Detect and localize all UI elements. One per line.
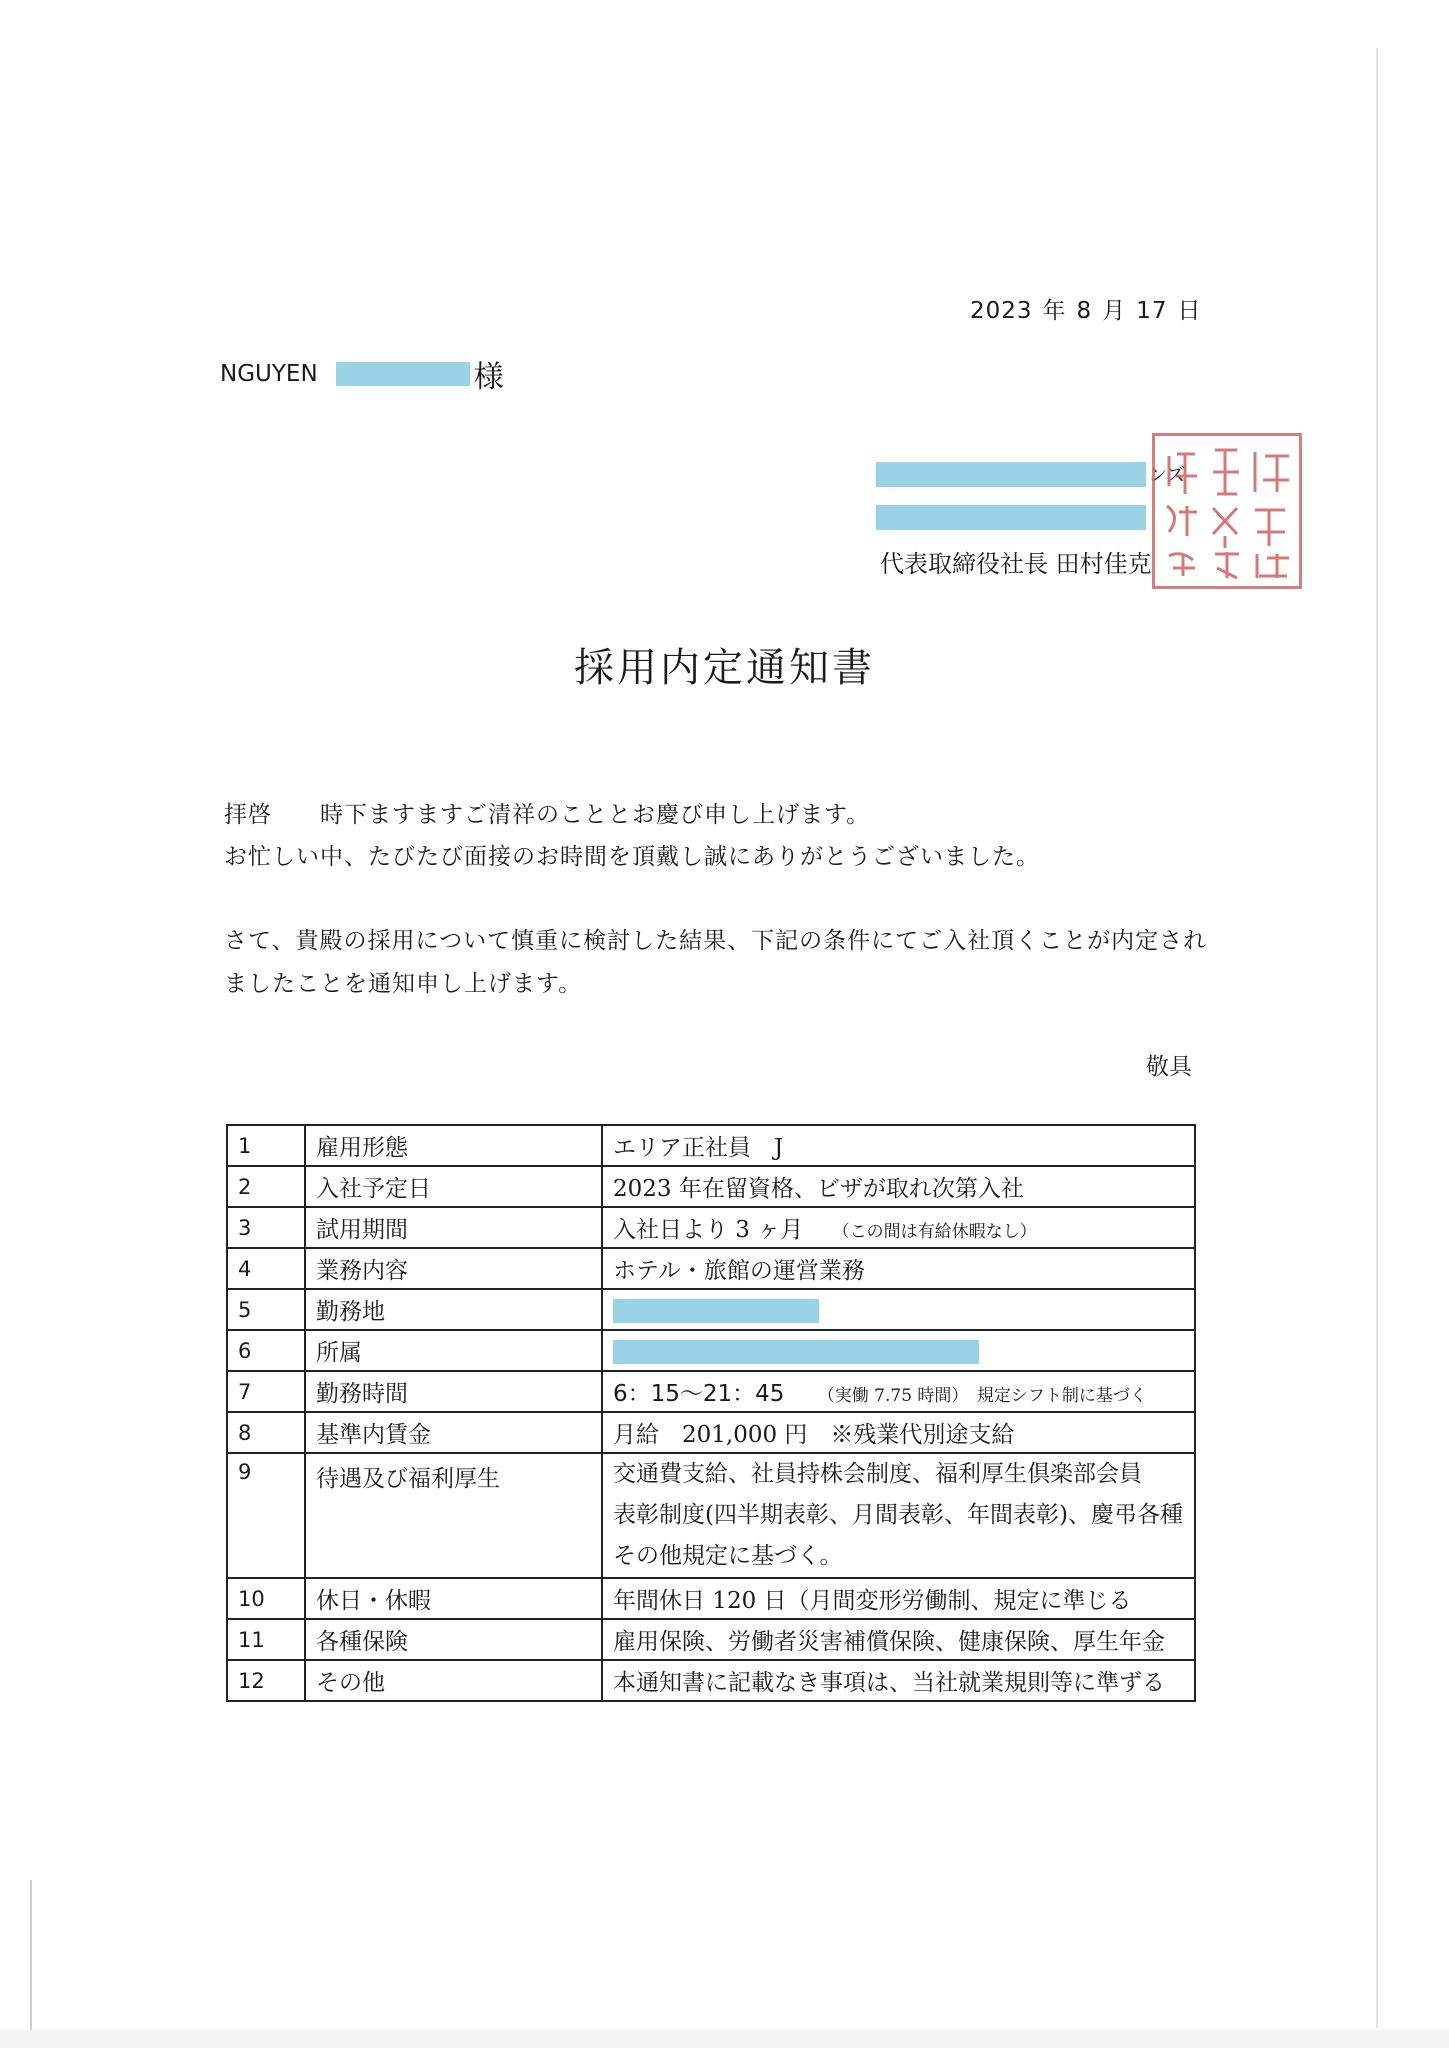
scan-edge-right	[1376, 48, 1378, 2028]
conditions-table	[226, 1124, 1196, 1702]
row-value: 6：15〜21：45	[613, 1381, 785, 1407]
row-item: 待遇及び福利厚生	[305, 1453, 602, 1578]
department-redaction	[613, 1340, 979, 1364]
row-number: 5	[227, 1289, 305, 1330]
table-row	[227, 1412, 1195, 1453]
row-item: 入社予定日	[305, 1166, 602, 1207]
row-number: 2	[227, 1166, 305, 1207]
row-item: 所属	[305, 1330, 602, 1371]
row-value: 雇用保険、労働者災害補償保険、健康保険、厚生年金	[602, 1619, 1195, 1660]
table-row	[227, 1660, 1195, 1701]
row-item: 基準内賃金	[305, 1412, 602, 1453]
table-row	[227, 1619, 1195, 1660]
date-year-unit: 年	[1042, 298, 1067, 324]
row-value: 月給 201,000 円 ※残業代別途支給	[602, 1412, 1195, 1453]
row-number: 8	[227, 1412, 305, 1453]
row-number: 1	[227, 1125, 305, 1166]
body-line-2: お忙しい中、たびたび面接のお時間を頂戴し誠にありがとうございました。	[224, 844, 1040, 870]
table-row	[227, 1207, 1195, 1248]
body-line-1: 拝啓 時下ますますご清祥のこととお慶び申し上げます。	[224, 802, 871, 828]
body-line-4: ましたことを通知申し上げます。	[224, 971, 583, 997]
table-row	[227, 1125, 1195, 1166]
row-number: 11	[227, 1619, 305, 1660]
table-row	[227, 1330, 1195, 1371]
recipient-line	[220, 352, 504, 396]
recipient-redaction	[336, 362, 470, 386]
row-note: （実働 7.75 時間） 規定シフト制に基づく	[817, 1386, 1147, 1406]
date-month-unit: 月	[1102, 298, 1127, 324]
table-row	[227, 1248, 1195, 1289]
row-value: 2023 年在留資格、ビザが取れ次第入社	[602, 1166, 1195, 1207]
workplace-redaction	[613, 1299, 819, 1323]
date-day-unit: 日	[1177, 298, 1202, 324]
table-row	[227, 1289, 1195, 1330]
recipient-honorific: 様	[473, 360, 504, 395]
sender-company-redaction	[876, 462, 1146, 487]
scan-edge-bottom	[0, 2030, 1449, 2048]
seal-stamp-icon	[1155, 436, 1299, 586]
row-number: 10	[227, 1578, 305, 1619]
row-number: 3	[227, 1207, 305, 1248]
row-value: 年間休日 120 日（月間変形労働制、規定に準じる	[602, 1578, 1195, 1619]
row-note: （この間は有給休暇なし）	[832, 1222, 1037, 1242]
row-item: 勤務時間	[305, 1371, 602, 1412]
row-number: 9	[227, 1453, 305, 1578]
scan-edge-left	[30, 1880, 32, 2030]
document-title: 採用内定通知書	[574, 645, 875, 691]
sender-address-redaction	[876, 505, 1146, 530]
row-value: エリア正社員 J	[602, 1125, 1195, 1166]
row-value-cell	[602, 1289, 1195, 1330]
row-value-line-2: 表彰制度(四半期表彰、月間表彰、年間表彰)、慶弔各種	[613, 1502, 1183, 1528]
row-number: 12	[227, 1660, 305, 1701]
row-number: 4	[227, 1248, 305, 1289]
row-item: その他	[305, 1660, 602, 1701]
row-number: 7	[227, 1371, 305, 1412]
row-value-line-3: その他規定に基づく。	[613, 1543, 843, 1569]
date-year: 2023	[970, 298, 1033, 324]
row-value-cell	[602, 1330, 1195, 1371]
row-value-cell	[602, 1453, 1195, 1578]
row-item: 試用期間	[305, 1207, 602, 1248]
row-value: 交通費支給、社員持株会制度、福利厚生倶楽部会員	[613, 1461, 1142, 1487]
date-day: 17	[1136, 298, 1168, 324]
row-item: 雇用形態	[305, 1125, 602, 1166]
closing-keigu: 敬具	[1146, 1054, 1192, 1080]
row-item: 休日・休暇	[305, 1578, 602, 1619]
table-row	[227, 1453, 1195, 1578]
row-value: 入社日より 3 ヶ月	[613, 1217, 804, 1243]
row-value-cell	[602, 1207, 1195, 1248]
table-row	[227, 1166, 1195, 1207]
row-value-cell	[602, 1371, 1195, 1412]
row-item: 勤務地	[305, 1289, 602, 1330]
table-row	[227, 1578, 1195, 1619]
row-item: 業務内容	[305, 1248, 602, 1289]
table-row	[227, 1371, 1195, 1412]
company-seal-stamp	[1152, 433, 1302, 589]
sender-company-tail: ンズ	[1148, 464, 1186, 486]
row-value: 本通知書に記載なき事項は、当社就業規則等に準ずる	[602, 1660, 1195, 1701]
recipient-name: NGUYEN	[220, 361, 318, 387]
sender-title-name: 代表取締役社長 田村佳克	[880, 550, 1152, 578]
body-line-3: さて、貴殿の採用について慎重に検討した結果、下記の条件にてご入社頂くことが内定され	[224, 928, 1208, 954]
row-item: 各種保険	[305, 1619, 602, 1660]
row-number: 6	[227, 1330, 305, 1371]
row-value: ホテル・旅館の運営業務	[602, 1248, 1195, 1289]
date-month: 8	[1076, 298, 1093, 324]
issue-date	[965, 292, 1206, 325]
